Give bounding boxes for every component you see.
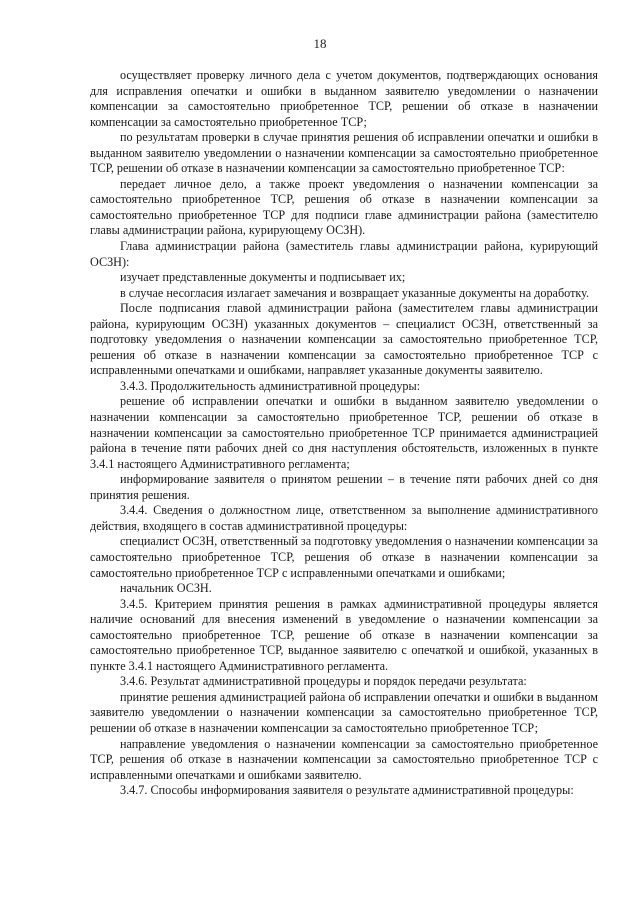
paragraph: по результатам проверки в случае принятия решения об исправлении опечатки и ошибки в выданном заявителю уведомлении о назначении компенсации за самостоятельно приобретенное ТСР, решении об отказе в назначении компенсации за самостоятельно приобретенное ТСР: — [90, 130, 598, 176]
paragraph: принятие решения администрацией района об исправлении опечатки и ошибки в выданном заявителю уведомлении о назначении компенсации за самостоятельно приобретенное ТСР, решении об отказе в назначении компенсации за самостоятельно приобретенное ТСР; — [90, 689, 598, 735]
paragraph: в случае несогласия излагает замечания и возвращает указанные документы на доработку. — [120, 285, 590, 300]
paragraph: начальник ОСЗН. — [120, 581, 212, 596]
paragraph: осуществляет проверку личного дела с учетом документов, подтверждающих основания для исправления опечатки и ошибки в выданном заявителю уведомлении о назначении компенсации за самостоятельно приобретенное ТСР, решении об отказе в назначении компенсации за самостоятельно приобретенное ТСР; — [90, 68, 598, 129]
paragraph: направление уведомления о назначении компенсации за самостоятельно приобретенное ТСР, решения об отказе в назначении компенсации за самостоятельно приобретенное ТСР с исправленными опечатками и ошибками заявителю. — [90, 736, 598, 782]
page-number: 18 — [313, 36, 327, 51]
section-heading-3-4-5: 3.4.5. Критерием принятия решения в рамках административной процедуры является наличие оснований для внесения изменений в уведомление о назначении компенсации за самостоятельно приобретенное ТСР, решение об отказе в назначении компенсации за самостоятельно приобретенное ТСР, выданное заявителю с опечаткой и ошибкой, указанных в пункте 3.4.1 настоящего Административного регламента. — [90, 596, 598, 673]
paragraph: информирование заявителя о принятом решении – в течение пяти рабочих дней со дня принятия решения. — [90, 472, 598, 502]
paragraph: изучает представленные документы и подписывает их; — [120, 270, 406, 285]
document-body — [90, 68, 598, 799]
section-heading-3-4-3: 3.4.3. Продолжительность административной процедуры: — [120, 378, 421, 393]
paragraph: специалист ОСЗН, ответственный за подготовку уведомления о назначении компенсации за самостоятельно приобретенное ТСР, решения об отказе в назначении компенсации за самостоятельно приобретенное ТСР с исправленными опечатками и ошибками; — [90, 534, 598, 580]
section-heading-3-4-4: 3.4.4. Сведения о должностном лице, ответственном за выполнение административного действия, входящего в состав административной процедуры: — [90, 503, 598, 533]
section-heading-3-4-7: 3.4.7. Способы информирования заявителя о результате административной процедуры: — [120, 783, 574, 798]
paragraph: решение об исправлении опечатки и ошибки в выданном заявителю уведомлении о назначении компенсации за самостоятельно приобретенное ТСР, решении об отказе в назначении компенсации за самостоятельно приобретенное ТСР принимается администрацией района в течение пяти рабочих дней со дня наступления обстоятельств, изложенных в пункте 3.4.1 настоящего Административного регламента; — [90, 394, 598, 471]
paragraph: После подписания главой администрации района (заместителем главы администрации района, курирующим ОСЗН) указанных документов – специалист ОСЗН, ответственный за подготовку уведомления о назначении компенсации за самостоятельно приобретенное ТСР, решения об отказе в назначении компенсации за самостоятельно приобретенное ТСР с исправленными опечатками и ошибками, направляет указанные документы заявителю. — [90, 301, 598, 378]
paragraph: Глава администрации района (заместитель главы администрации района, курирующий ОСЗН): — [90, 239, 598, 269]
paragraph: передает личное дело, а также проект уведомления о назначении компенсации за самостоятельно приобретенное ТСР, решения об отказе в назначении компенсации за самостоятельно приобретенное ТСР для подписи главе администрации района (заместителю главы администрации района, курирующему ОСЗН). — [90, 176, 598, 238]
section-heading-3-4-6: 3.4.6. Результат административной процедуры и порядок передачи результата: — [120, 674, 527, 689]
